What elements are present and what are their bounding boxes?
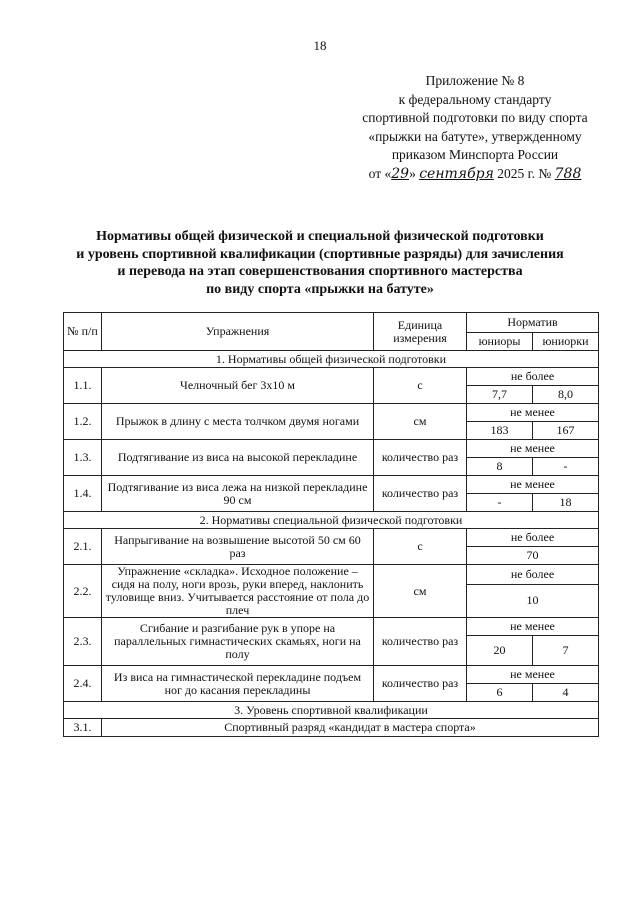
appendix-header (340, 72, 610, 183)
table-row: 2.2. Упражнение «складка». Исходное положение – сидя на полу, ноги врозь, руки вперед, наклонить туловище вниз. Учитывается расстояние от пола до плеч см не более (64, 565, 599, 585)
header-norm: Норматив (467, 313, 599, 333)
section-row: 1. Нормативы общей физической подготовки (64, 351, 599, 368)
table-row-values: 10 (64, 584, 599, 617)
header-juniors-f: юниорки (533, 333, 599, 351)
appendix-title: Приложение № 8 (425, 73, 525, 88)
table-row: 1.2. Прыжок в длину с места толчком двумя ногами см не менее (64, 404, 599, 422)
appendix-line: спортивной подготовки по виду спорта (362, 110, 588, 125)
order-number: 788 (554, 165, 582, 182)
header-unit: Единица измерения (374, 313, 467, 351)
table-row: 1.4. Подтягивание из виса лежа на низкой перекладине 90 см количество раз не менее (64, 476, 599, 494)
table-row: 2.1. Напрыгивание на возвышение высотой 50 см 60 раз с не более (64, 529, 599, 547)
appendix-line: приказом Минспорта России (391, 147, 559, 162)
section-row: 3. Уровень спортивной квалификации (64, 702, 599, 719)
header-exercise: Упражнения (102, 313, 374, 351)
table-header-row (64, 313, 599, 333)
order-month: сентября (419, 165, 494, 182)
appendix-line: к федеральному стандарту (398, 91, 552, 107)
appendix-line: «прыжки на батуте», утвержденному (368, 128, 582, 144)
table-row: 3.1. Спортивный разряд «кандидат в мастера спорта» (64, 719, 599, 737)
section-row: 2. Нормативы специальной физической подготовки (64, 512, 599, 529)
table-row-values: 183 167 (64, 422, 599, 440)
order-line: от «29» сентября 2025 г. № 788 (368, 165, 582, 182)
table-row-values: 20 7 (64, 636, 599, 666)
table-row: 2.4. Из виса на гимнастической перекладине подъем ног до касания перекладины количество раз не менее (64, 666, 599, 684)
table-row-values: 7,7 8,0 (64, 386, 599, 404)
page-number: 18 (313, 38, 327, 53)
header-juniors-m: юниоры (467, 333, 533, 351)
table-row: 1.3. Подтягивание из виса на высокой перекладине количество раз не менее (64, 440, 599, 458)
table-row-values: 8 - (64, 458, 599, 476)
table-row-values: 6 4 (64, 684, 599, 702)
order-year: 2025 г. № (497, 165, 552, 181)
table-row-values: - 18 (64, 494, 599, 512)
table-row: 1.1. Челночный бег 3х10 м с не более (64, 368, 599, 386)
norms-table (63, 312, 599, 737)
table-row-values: 70 (64, 547, 599, 565)
header-num: № п/п (64, 313, 102, 351)
order-day: 29 (391, 165, 410, 182)
table-row: 2.3. Сгибание и разгибание рук в упоре на параллельных гимнастических скамьях, ноги на полу количество раз не менее (64, 618, 599, 636)
document-title: Нормативы общей физической и специальной физической подготовки и уровень спортивной квалификации (спортивные разряды) для зачисления и перевода на этап совершенствования спортивного мастерства по виду спорта «прыжки на батуте» (76, 229, 564, 297)
